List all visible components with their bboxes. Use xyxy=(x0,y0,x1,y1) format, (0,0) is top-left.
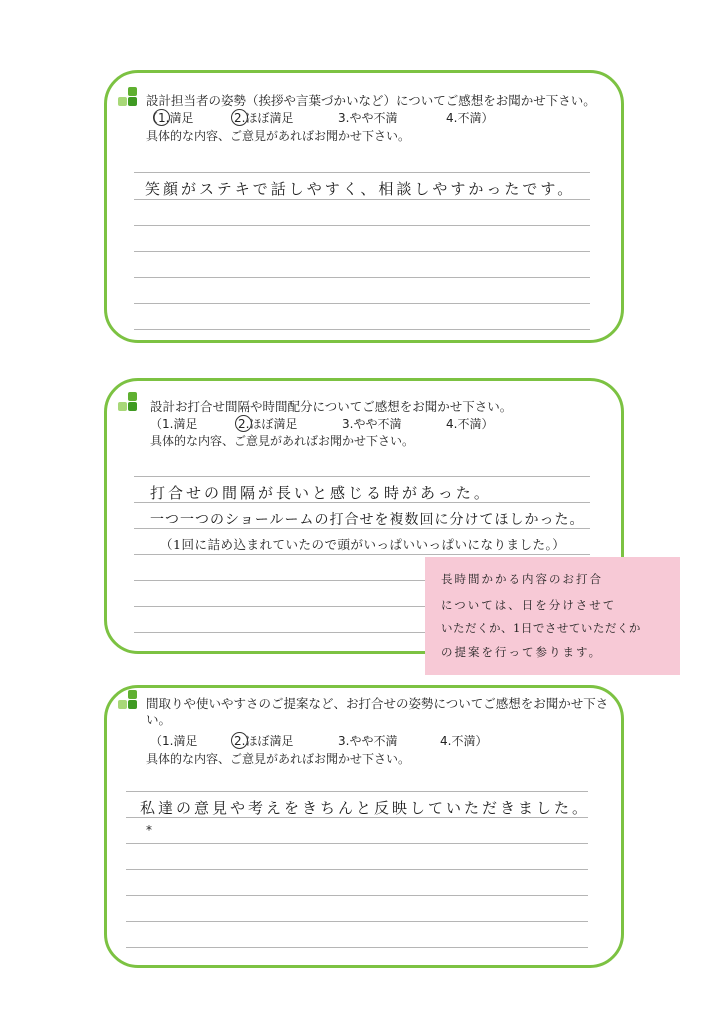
sticky-note-line-4: の提案を行って参ります。 xyxy=(441,645,603,659)
option-dissatisfied: 4.不満） xyxy=(440,734,488,748)
answer-line xyxy=(126,791,588,792)
handwritten-answer-3: 私達の意見や考えをきちんと反映していただきました。 xyxy=(140,799,591,817)
answer-line xyxy=(134,303,590,304)
sticky-note-response xyxy=(425,557,680,675)
question-1-text: 設計担当者の姿勢（挨拶や言葉づかいなど）についてご感想をお聞かせ下さい。 xyxy=(146,93,596,108)
rating-options-2: （1.満足 2.ほぼ満足 3.やや不満 4.不満） xyxy=(150,417,494,431)
answer-line xyxy=(126,869,588,870)
answer-line xyxy=(134,277,590,278)
sticky-note-line-1: 長時間かかる内容のお打合 xyxy=(441,572,603,586)
answer-line xyxy=(134,476,590,477)
rating-options-1: （1.満足 2.ほぼ満足 3.やや不満 4.不満） xyxy=(146,111,494,125)
sticky-note-line-3: いただくか、1日でさせていただくか xyxy=(441,621,641,635)
answer-line xyxy=(126,947,588,948)
question-3-text: 間取りや使いやすさのご提案など、お打合せの姿勢についてご感想をお聞かせ下さい。 xyxy=(146,696,609,727)
answer-line xyxy=(134,554,590,555)
answer-line xyxy=(126,895,588,896)
answer-line xyxy=(134,199,590,200)
question-2-text: 設計お打合せ間隔や時間配分についてご感想をお聞かせ下さい。 xyxy=(150,399,513,414)
handwritten-answer-2-line-2: 一つ一つのショールームの打合せを複数回に分けてほしかった。 xyxy=(150,512,585,528)
rating-options-3: （1.満足 2.ほぼ満足 3.やや不満 4.不満） xyxy=(150,734,488,748)
option-dissatisfied: 4.不満） xyxy=(446,111,494,125)
prompt-2: 具体的な内容、ご意見があればお聞かせ下さい。 xyxy=(150,434,415,448)
sticky-note-line-2: については、日を分けさせて xyxy=(441,598,617,612)
prompt-1: 具体的な内容、ご意見があればお聞かせ下さい。 xyxy=(146,129,411,143)
handwritten-answer-2-line-1: 打合せの間隔が長いと感じる時があった。 xyxy=(150,484,492,502)
answer-line xyxy=(126,921,588,922)
answer-line xyxy=(134,225,590,226)
handwritten-answer-2-line-3: （1回に詰め込まれていたので頭がいっぱいいっぱいになりました。） xyxy=(160,537,566,552)
option-satisfied: （1.満足 xyxy=(150,417,198,431)
handwritten-answer-1: 笑顔がステキで話しやすく、相談しやすかったです。 xyxy=(145,180,576,198)
section-logo-icon xyxy=(118,690,140,712)
option-somewhat-dissatisfied: 3.やや不満 xyxy=(338,734,398,748)
option-dissatisfied: 4.不満） xyxy=(446,417,494,431)
option-somewhat-dissatisfied: 3.やや不満 xyxy=(338,111,398,125)
answer-line xyxy=(134,329,590,330)
option-somewhat-dissatisfied: 3.やや不満 xyxy=(342,417,402,431)
prompt-3: 具体的な内容、ご意見があればお聞かせ下さい。 xyxy=(146,752,411,766)
option-satisfied: （1.満足 xyxy=(150,734,198,748)
answer-line xyxy=(134,251,590,252)
answer-line xyxy=(134,172,590,173)
section-logo-icon xyxy=(118,87,140,109)
section-logo-icon xyxy=(118,392,140,414)
answer-line xyxy=(126,843,588,844)
asterisk-mark: * xyxy=(146,823,152,837)
